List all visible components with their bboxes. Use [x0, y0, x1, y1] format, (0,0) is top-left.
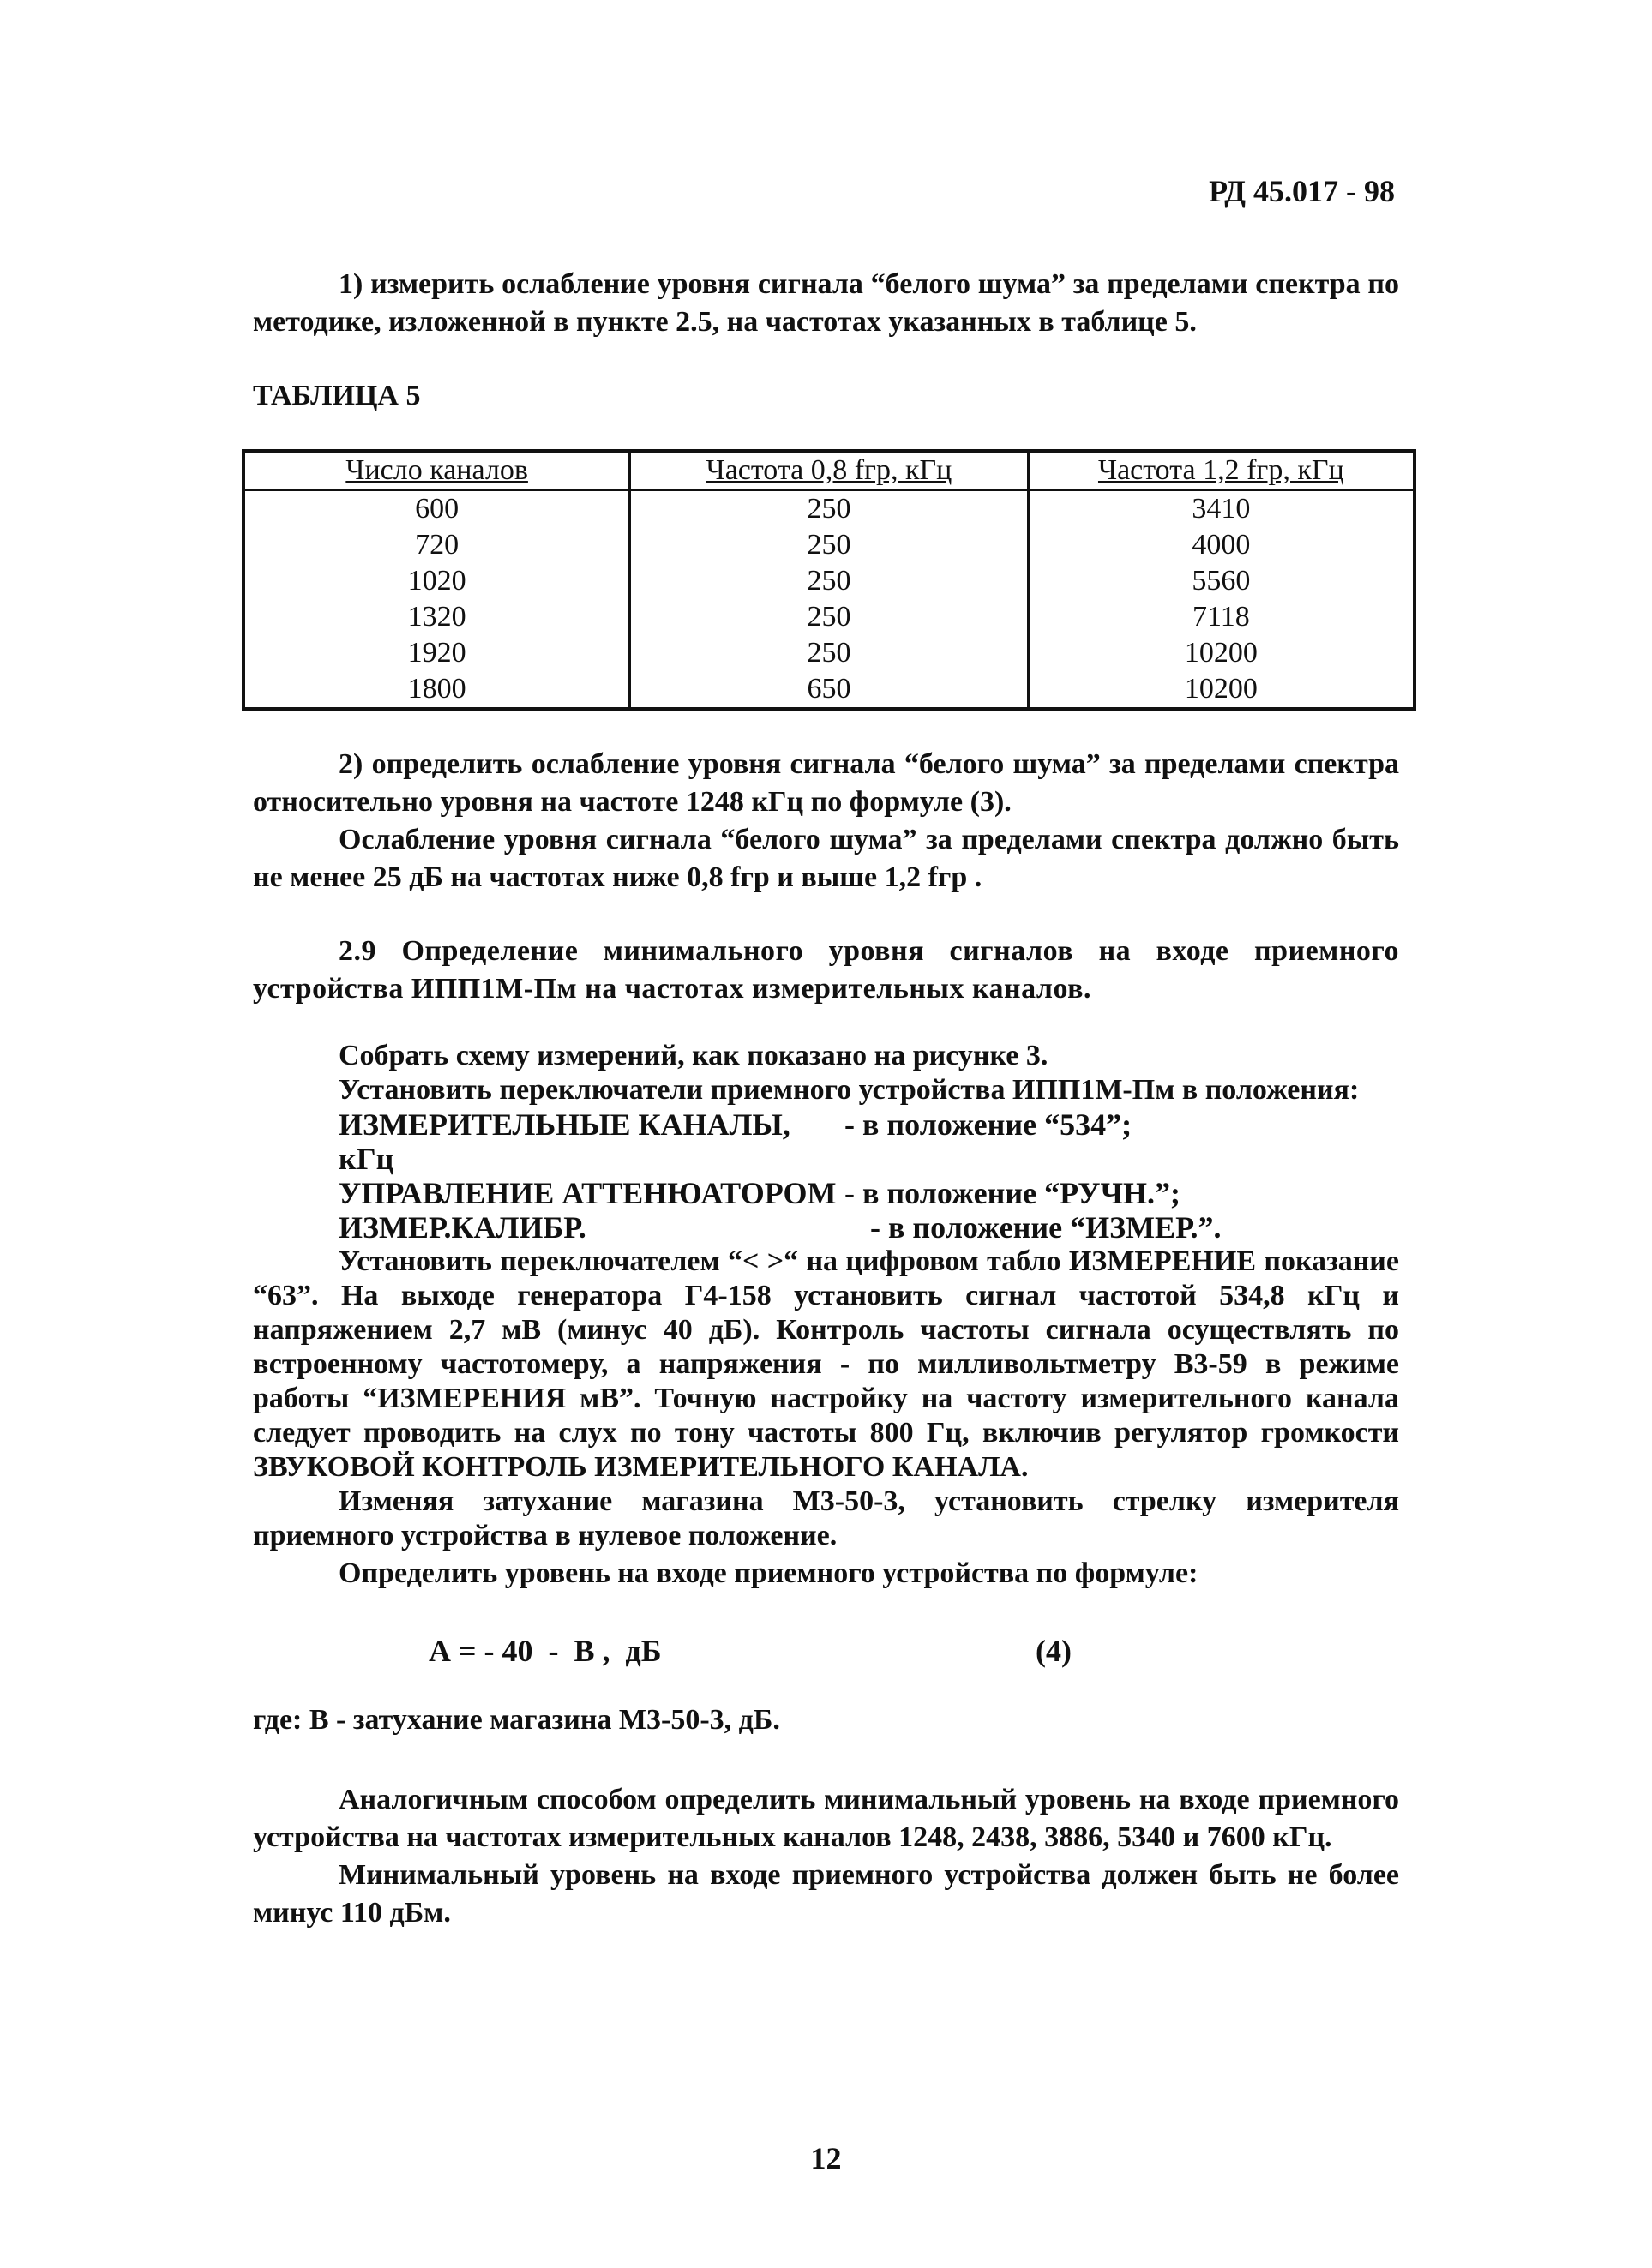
- formula-number: (4): [1036, 1634, 1072, 1668]
- closing-paragraph-2: Минимальный уровень на входе приемного устройства должен быть не более минус 110 дБм.: [253, 1859, 1399, 1929]
- instruction-line-2: Установить переключатели приемного устройства ИПП1М-Пм в положения:: [339, 1074, 1360, 1106]
- table-cell: 250: [630, 563, 1028, 599]
- instruction-paragraph-b: Изменяя затухание магазина М3-50-3, установить стрелку измерителя приемного устройства в нулевое положение.: [253, 1485, 1399, 1551]
- table-cell: 1920: [407, 637, 466, 669]
- table-cell: 5560: [1028, 563, 1415, 599]
- formula-expression: А = - 40 - В , дБ: [429, 1634, 662, 1668]
- setting-row: [339, 1176, 1399, 1210]
- table-row: [243, 599, 1415, 635]
- table-cell: 720: [415, 529, 460, 561]
- table-header-cell: Частота 1,2 fгр, кГц: [1028, 451, 1415, 490]
- paragraph-1: 1) измерить ослабление уровня сигнала “белого шума” за пределами спектра по методике, изложенной в пункте 2.5, на частотах указанных в таблице 5.: [253, 268, 1399, 338]
- section-heading: 2.9 Определение минимального уровня сигналов на входе приемного устройства ИПП1М-Пм на частотах измерительных каналов.: [253, 935, 1399, 1005]
- table-header-cell: Число каналов: [243, 451, 630, 490]
- table-caption: ТАБЛИЦА 5: [253, 380, 421, 411]
- setting-value: - в положение “534”;: [844, 1107, 1132, 1142]
- instruction-paragraph-c: Определить уровень на входе приемного устройства по формуле:: [339, 1557, 1198, 1589]
- instruction-line-1: Собрать схему измерений, как показано на рисунке 3.: [339, 1040, 1048, 1071]
- table-row: [243, 635, 1415, 671]
- closing-paragraph-1: Аналогичным способом определить минимальный уровень на входе приемного устройства на частотах измерительных каналов 1248, 2438, 3886, 5340 и 7600 кГц.: [253, 1784, 1399, 1853]
- instructions-block: [253, 1039, 1399, 1591]
- table-cell: 600: [415, 493, 460, 525]
- setting-key: ИЗМЕРИТЕЛЬНЫЕ КАНАЛЫ, кГц: [339, 1107, 790, 1176]
- table-cell: 250: [630, 599, 1028, 635]
- table-cell: 250: [630, 490, 1028, 528]
- table-cell: 7118: [1028, 599, 1415, 635]
- table-header-row: [243, 451, 1415, 490]
- table-row: [243, 527, 1415, 563]
- table-cell: 250: [630, 527, 1028, 563]
- instruction-paragraph-a: Установить переключателем “< >“ на цифровом табло ИЗМЕРЕНИЕ показание “63”. На выходе генератора Г4-158 установить сигнал частотой 534,8 кГц и напряжением 2,7 мВ (минус 40 дБ). Контроль частоты сигнала осуществлять по встроенному частотомеру, а напряжения - по милливольтметру В3-59 в режиме работы “ИЗМЕРЕНИЯ мВ”. Точную настройку на частоту измерительного канала следует проводить на слух по тону частоты 800 Гц, включив регулятор громкости ЗВУКОВОЙ КОНТРОЛЬ ИЗМЕРИТЕЛЬНОГО КАНАЛА.: [253, 1245, 1399, 1483]
- table-cell: 250: [630, 635, 1028, 671]
- setting-row: [339, 1210, 1399, 1245]
- table-cell: 1320: [407, 601, 466, 633]
- table-header-cell: Частота 0,8 fгр, кГц: [630, 451, 1028, 490]
- table-cell: 10200: [1028, 635, 1415, 671]
- formula: [429, 1633, 1072, 1669]
- table-cell: 1020: [407, 565, 466, 597]
- table-row: [243, 671, 1415, 709]
- table-cell: 10200: [1028, 671, 1415, 709]
- table-row: [243, 563, 1415, 599]
- setting-value: - в положение “ИЗМЕР.”.: [870, 1210, 1222, 1245]
- formula-legend: где: В - затухание магазина М3-50-3, дБ.: [253, 1704, 780, 1736]
- table-row: [243, 490, 1415, 528]
- paragraph-2: 2) определить ослабление уровня сигнала “белого шума” за пределами спектра относительно уровня на частоте 1248 кГц по формуле (3).: [253, 748, 1399, 818]
- page-number: 12: [810, 2141, 842, 2175]
- table-cell: 1800: [407, 673, 466, 705]
- document-code: РД 45.017 - 98: [1209, 174, 1395, 208]
- setting-key: УПРАВЛЕНИЕ АТТЕНЮАТОРОМ: [339, 1176, 837, 1210]
- paragraph-3: Ослабление уровня сигнала “белого шума” за пределами спектра должно быть не менее 25 дБ на частотах ниже 0,8 fгр и выше 1,2 fгр .: [253, 824, 1399, 893]
- setting-row: [339, 1107, 1399, 1176]
- table-cell: 4000: [1028, 527, 1415, 563]
- table-cell: 650: [630, 671, 1028, 709]
- data-table: [242, 449, 1416, 711]
- table-cell: 3410: [1028, 490, 1415, 528]
- setting-value: - в положение “РУЧН.”;: [844, 1176, 1180, 1210]
- setting-key: ИЗМЕР.КАЛИБР.: [339, 1210, 586, 1245]
